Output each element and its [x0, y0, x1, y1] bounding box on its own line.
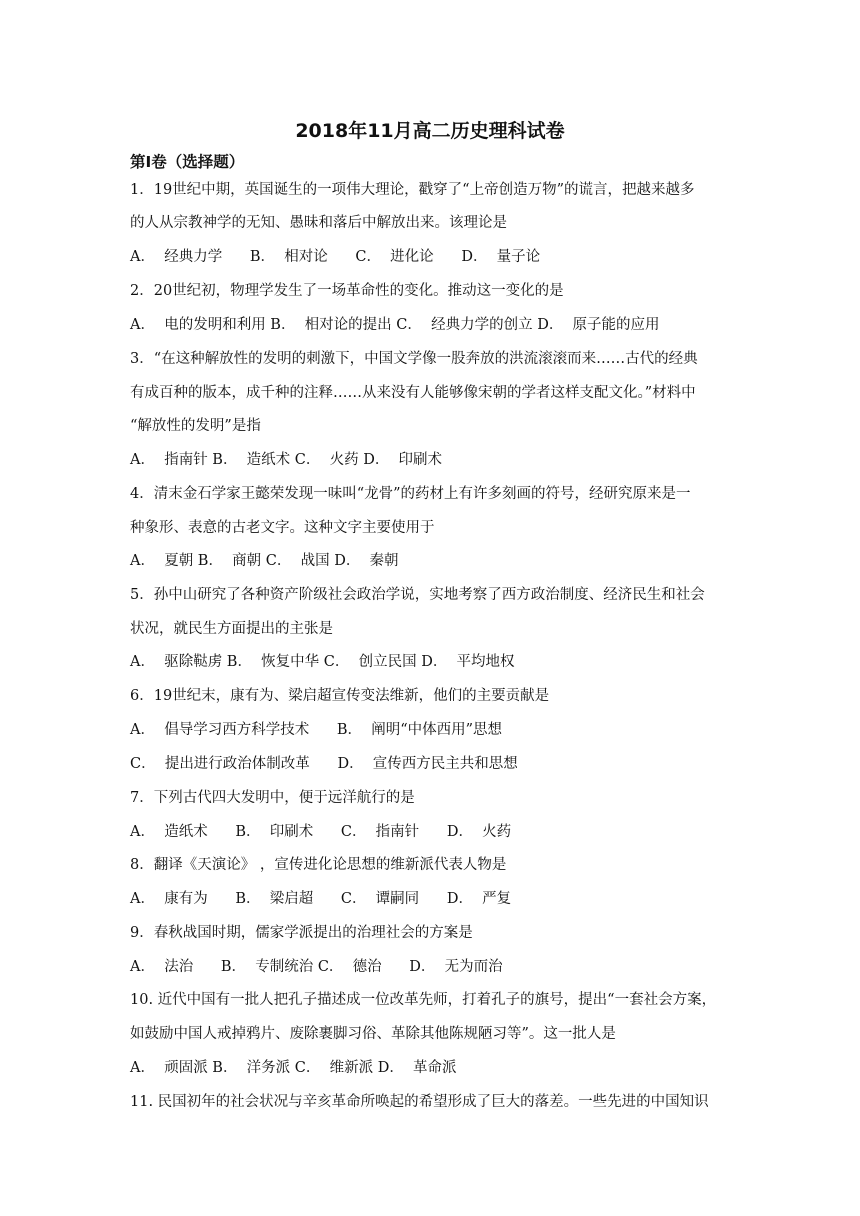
question-3-options: A． 指南针 B． 造纸术 C． 火药 D． 印刷术 — [130, 452, 443, 468]
question-4-text: 种象形、表意的古老文字。这种文字主要使用于 — [130, 520, 435, 536]
question-5-options: A． 驱除鞑虏 B． 恢复中华 C． 创立民国 D． 平均地权 — [130, 654, 515, 670]
question-8-text: 8．翻译《天演论》 ，宣传进化论思想的维新派代表人物是 — [130, 857, 507, 873]
question-3-text: 有成百种的版本，成千种的注释……从来没有人能够像宋朝的学者这样支配文化。”材料中 — [130, 385, 696, 401]
question-10-options: A． 顽固派 B． 洋务派 C． 维新派 D． 革命派 — [130, 1060, 457, 1076]
question-10-text: 如鼓励中国人戒掉鸦片、废除裹脚习俗、革除其他陈规陋习等”。这一批人是 — [130, 1026, 616, 1042]
question-5-text: 状况，就民生方面提出的主张是 — [130, 621, 333, 637]
question-5-text: 5．孙中山研究了各种资产阶级社会政治学说，实地考察了西方政治制度、经济民生和社会 — [130, 587, 705, 603]
question-6-options: C． 提出进行政治体制改革 D． 宣传西方民主共和思想 — [130, 756, 518, 772]
question-8-options: A． 康有为 B． 梁启超 C． 谭嗣同 D． 严复 — [130, 891, 512, 907]
question-7-text: 7．下列古代四大发明中，便于远洋航行的是 — [130, 790, 415, 806]
question-3-text: 3．“在这种解放性的发明的刺激下，中国文学像一股奔放的洪流滚滚而来……古代的经典 — [130, 351, 698, 367]
question-9-options: A． 法治 B． 专制统治 C． 德治 D． 无为而治 — [130, 959, 503, 975]
question-1-text: 的人从宗教神学的无知、愚昧和落后中解放出来。该理论是 — [130, 215, 507, 231]
question-11-text: 11. 民国初年的社会状况与辛亥革命所唤起的希望形成了巨大的落差。一些先进的中国知识 — [130, 1094, 709, 1110]
question-4-options: A． 夏朝 B． 商朝 C． 战国 D． 秦朝 — [130, 553, 399, 569]
question-4-text: 4．清末金石学家王懿荣发现一味叫“龙骨”的药材上有许多刻画的符号，经研究原来是一 — [130, 486, 691, 502]
question-3-text: “解放性的发明”是指 — [130, 418, 261, 434]
question-6-options: A． 倡导学习西方科学技术 B． 阐明“中体西用”思想 — [130, 722, 503, 738]
section-heading: 第Ⅰ卷（选择题） — [130, 153, 245, 171]
question-10-text: 10. 近代中国有一批人把孔子描述成一位改革先师，打着孔子的旗号，提出“一套社会方案， — [130, 992, 717, 1008]
question-9-text: 9．春秋战国时期，儒家学派提出的治理社会的方案是 — [130, 925, 473, 941]
page-title: 2018年11月高二历史理科试卷 — [295, 120, 565, 142]
question-6-text: 6．19世纪末，康有为、梁启超宣传变法维新，他们的主要贡献是 — [130, 688, 550, 704]
question-2-text: 2．20世纪初，物理学发生了一场革命性的变化。推动这一变化的是 — [130, 283, 564, 299]
question-1-text: 1．19世纪中期，英国诞生的一项伟大理论，戳穿了“上帝创造万物”的谎言，把越来越多 — [130, 182, 695, 198]
question-1-options: A． 经典力学 B． 相对论 C． 进化论 D． 量子论 — [130, 249, 541, 265]
question-7-options: A． 造纸术 B． 印刷术 C． 指南针 D． 火药 — [130, 824, 512, 840]
question-2-options: A． 电的发明和利用 B． 相对论的提出 C． 经典力学的创立 D． 原子能的应用 — [130, 317, 660, 333]
